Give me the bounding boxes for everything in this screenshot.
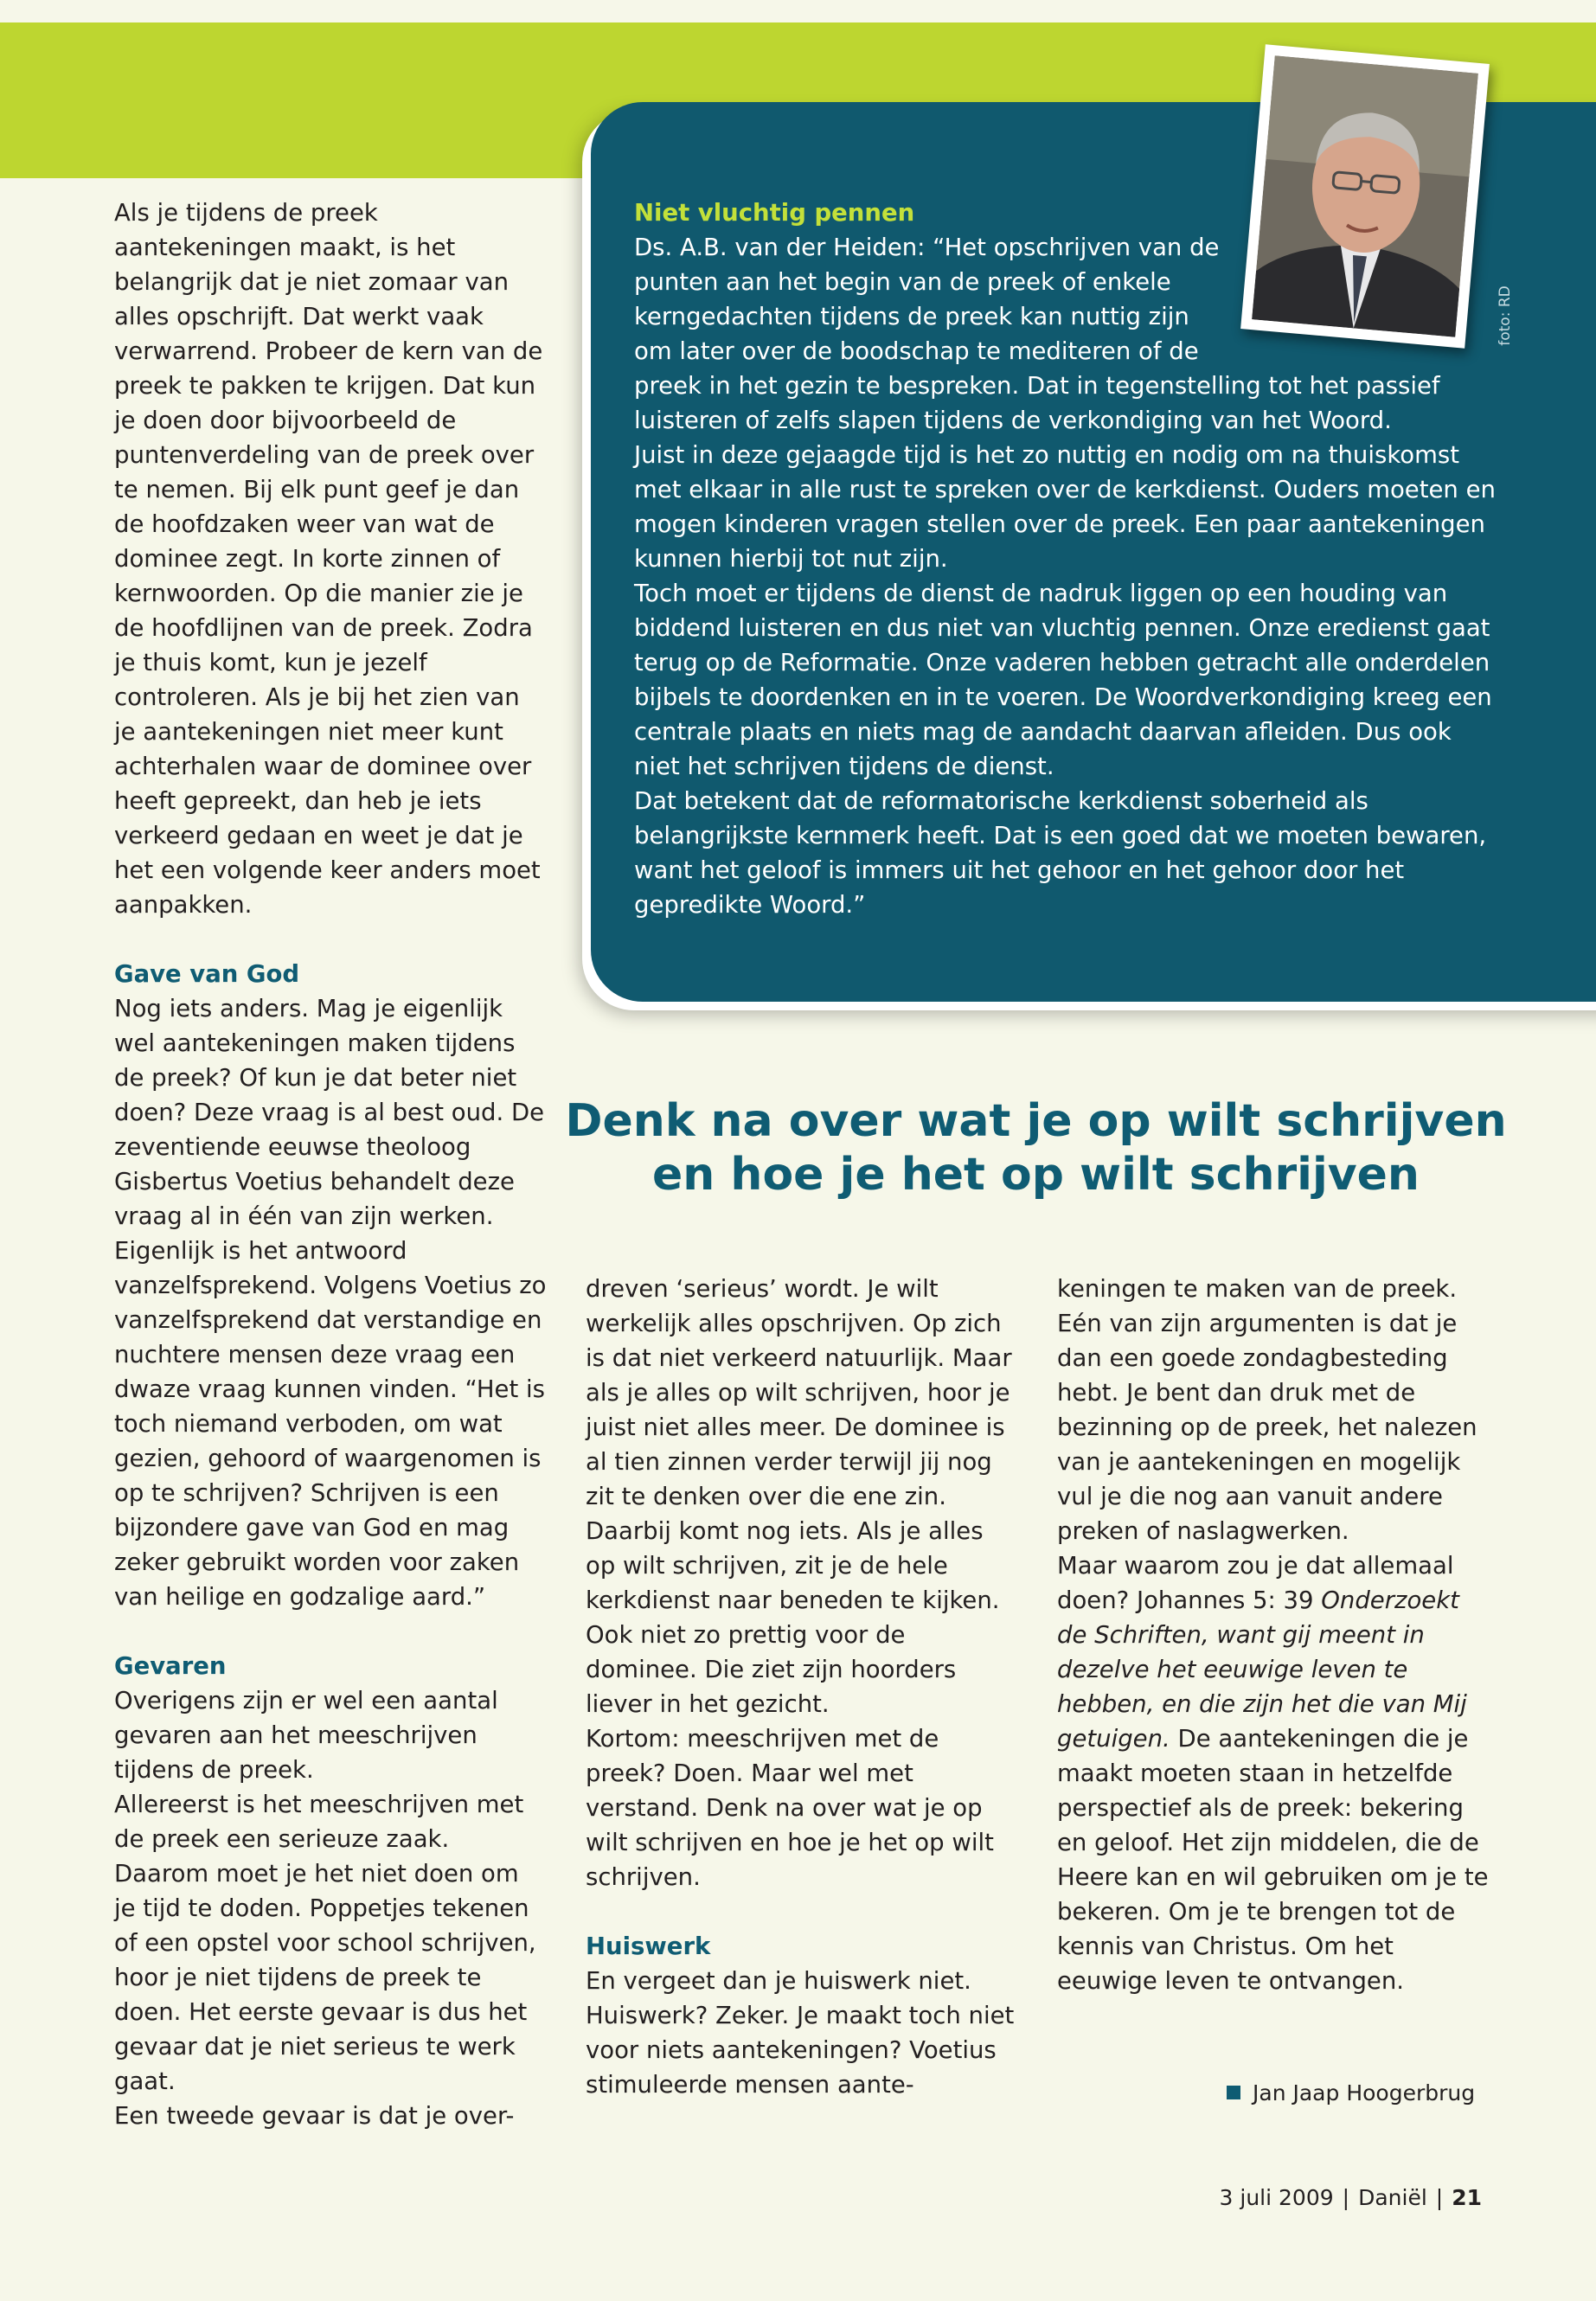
page-footer: [1220, 2183, 1482, 2213]
page-number: 21: [1452, 2185, 1482, 2210]
gevaren-paragraph-3: Een tweede gevaar is dat je over-: [114, 2102, 515, 2130]
col3-paragraph-1: keningen te maken van de preek. Eén van zijn argumenten is dat je dan een goede zondagbesteding hebt. Je bent dan druk met de bezinning op de preek, het nalezen van je aantekeningen en mogelijk vul je die nog aan vanuit andere preken of naslagwerken.: [1057, 1275, 1477, 1545]
article-column-2: [586, 1272, 1018, 2102]
footer-separator: |: [1435, 2185, 1444, 2210]
pull-quote-line-1: Denk na over wat je op wilt schrijven: [565, 1095, 1507, 1147]
sidebar-paragraph-1b: preek in het gezin te bespreken. Dat in tegenstelling tot het passief luisteren of zelfs slapen tijdens de verkondiging van het Woord.: [634, 372, 1440, 434]
article-column-3: [1057, 1272, 1490, 1998]
col3-text-b: De aantekeningen die je maakt moeten staan in hetzelfde perspectief als de preek: bekering en geloof. Het zijn middelen, die de Heere kan en wil gebruiken om je te bekeren. Om je te brengen tot de kennis van Christus. Om het eeuwige leven te ontvangen.: [1057, 1725, 1489, 1995]
heading-gevaren: Gevaren: [114, 1652, 227, 1680]
pull-quote-line-2: en hoe je het op wilt schrijven: [652, 1149, 1420, 1201]
pull-quote: [554, 1094, 1518, 1202]
photo-credit: foto: RD: [1497, 285, 1514, 346]
footer-separator: |: [1342, 2185, 1350, 2210]
col2-paragraph-3: En vergeet dan je huiswerk niet. Huiswerk? Zeker. Je maakt toch niet voor niets aantekeningen? Voetius stimuleerde mensen aante-: [586, 1967, 1015, 2099]
byline: [1227, 2079, 1475, 2108]
sidebar-paragraph-3: Toch moet er tijdens de dienst de nadruk liggen op een houding van biddend luisteren en dus niet van vluchtig pennen. Onze eredienst gaat terug op de Reformatie. Onze vaderen hebben getracht alle onderdelen bijbels te doordenken en in te voeren. De Woordverkondiging kreeg een centrale plaats en niets mag de aandacht daarvan afleiden. Dus ook niet het schrijven tijdens de dienst.: [634, 580, 1492, 780]
portrait-image: [1252, 55, 1478, 336]
byline-square-icon: [1227, 2086, 1240, 2099]
gevaren-paragraph-2: Allereerst is het meeschrijven met de preek een serieuze zaak. Daarom moet je het niet doen om je tijd te doden. Poppetjes tekenen of een opstel voor school schrijven, hoor je niet tijdens de preek te doen. Het eerste gevaar is dus het gevaar dat je niet serieus te werk gaat.: [114, 1791, 536, 2095]
bible-quote: Onderzoekt de Schriften, want gij meent in dezelve het eeuwige leven te hebben, en die zijn het die van Mij getuigen.: [1057, 1586, 1467, 1753]
col2-paragraph-2: Kortom: meeschrijven met de preek? Doen. Maar wel met verstand. Denk na over wat je op wilt schrijven en hoe je het op wilt schrijven.: [586, 1725, 994, 1891]
sidebar-paragraph-2: Juist in deze gejaagde tijd is het zo nuttig en nodig om na thuiskomst met elkaar in alle rust te spreken over de kerkdienst. Ouders moeten en mogen kinderen vragen stellen over de preek. Een paar aantekeningen kunnen hierbij tot nut zijn.: [634, 441, 1496, 573]
sidebar-paragraph-4: Dat betekent dat de reformatorische kerkdienst soberheid als belangrijkste kernmerk heeft. Dat is een goed dat we moeten bewaren, want het geloof is immers uit het gehoor en het gehoor door het gepredikte Woord.”: [634, 787, 1487, 919]
article-column-1: [114, 195, 547, 2133]
col3-text-a: Maar waarom zou je dat allemaal doen? Johannes 5: 39: [1057, 1552, 1454, 1614]
intro-paragraph: Als je tijdens de preek aantekeningen maakt, is het belangrijk dat je niet zomaar van alles opschrijft. Dat werkt vaak verwarrend. Probeer de kern van de preek te pakken te krijgen. Dat kun je doen door bijvoorbeeld de puntenverdeling van de preek over te nemen. Bij elk punt geef je dan de hoofdzaken weer van wat de dominee zegt. In korte zinnen of kernwoorden. Op die manier zie je de hoofdlijnen van de preek. Zodra je thuis komt, kun je jezelf controleren. Als je bij het zien van je aantekeningen niet meer kunt achterhalen waar de dominee over heeft gepreekt, dan heb je iets verkeerd gedaan en weet je dat je het een volgende keer anders moet aanpakken.: [114, 199, 543, 919]
heading-huiswerk: Huiswerk: [586, 1932, 711, 1960]
author-name: Jan Jaap Hoogerbrug: [1253, 2080, 1476, 2106]
col3-paragraph-2: [1057, 1548, 1490, 1998]
magazine-name: Daniël: [1358, 2185, 1427, 2210]
heading-gave-van-god: Gave van God: [114, 960, 300, 988]
portrait-photo: [1240, 44, 1490, 348]
issue-date: 3 juli 2009: [1219, 2185, 1334, 2210]
gave-paragraph: Nog iets anders. Mag je eigenlijk wel aantekeningen maken tijdens de preek? Of kun je dat beter niet doen? Deze vraag is al best oud. De zeventiende eeuwse theoloog Gisbertus Voetius behandelt deze vraag al in één van zijn werken. Eigenlijk is het antwoord vanzelfsprekend. Volgens Voetius zo vanzelfsprekend dat verstandige en nuchtere mensen deze vraag een dwaze vraag kunnen vinden. “Het is toch niemand verboden, om wat gezien, gehoord of waargenomen is op te schrijven? Schrijven is een bijzondere gave van God en mag zeker gebruikt worden voor zaken van heilige en godzalige aard.”: [114, 995, 547, 1611]
col2-paragraph-1: dreven ‘serieus’ wordt. Je wilt werkelijk alles opschrijven. Op zich is dat niet verkeerd natuurlijk. Maar als je alles op wilt schrijven, hoor je juist niet alles meer. De dominee is al tien zinnen verder terwijl jij nog zit te denken over die ene zin. Daarbij komt nog iets. Als je alles op wilt schrijven, zit je de hele kerkdienst naar beneden te kijken. Ook niet zo prettig voor de dominee. Die ziet zijn hoorders liever in het gezicht.: [586, 1275, 1012, 1718]
gevaren-paragraph-1: Overigens zijn er wel een aantal gevaren aan het meeschrijven tijdens de preek.: [114, 1687, 498, 1784]
sidebar-heading: Niet vluchtig pennen: [634, 199, 915, 227]
sidebar-paragraph-1a: Ds. A.B. van der Heiden: “Het opschrijven van de punten aan het begin van de preek of enkele kerngedachten tijdens de preek kan nuttig zijn om later over de boodschap te mediteren of de: [634, 234, 1220, 365]
